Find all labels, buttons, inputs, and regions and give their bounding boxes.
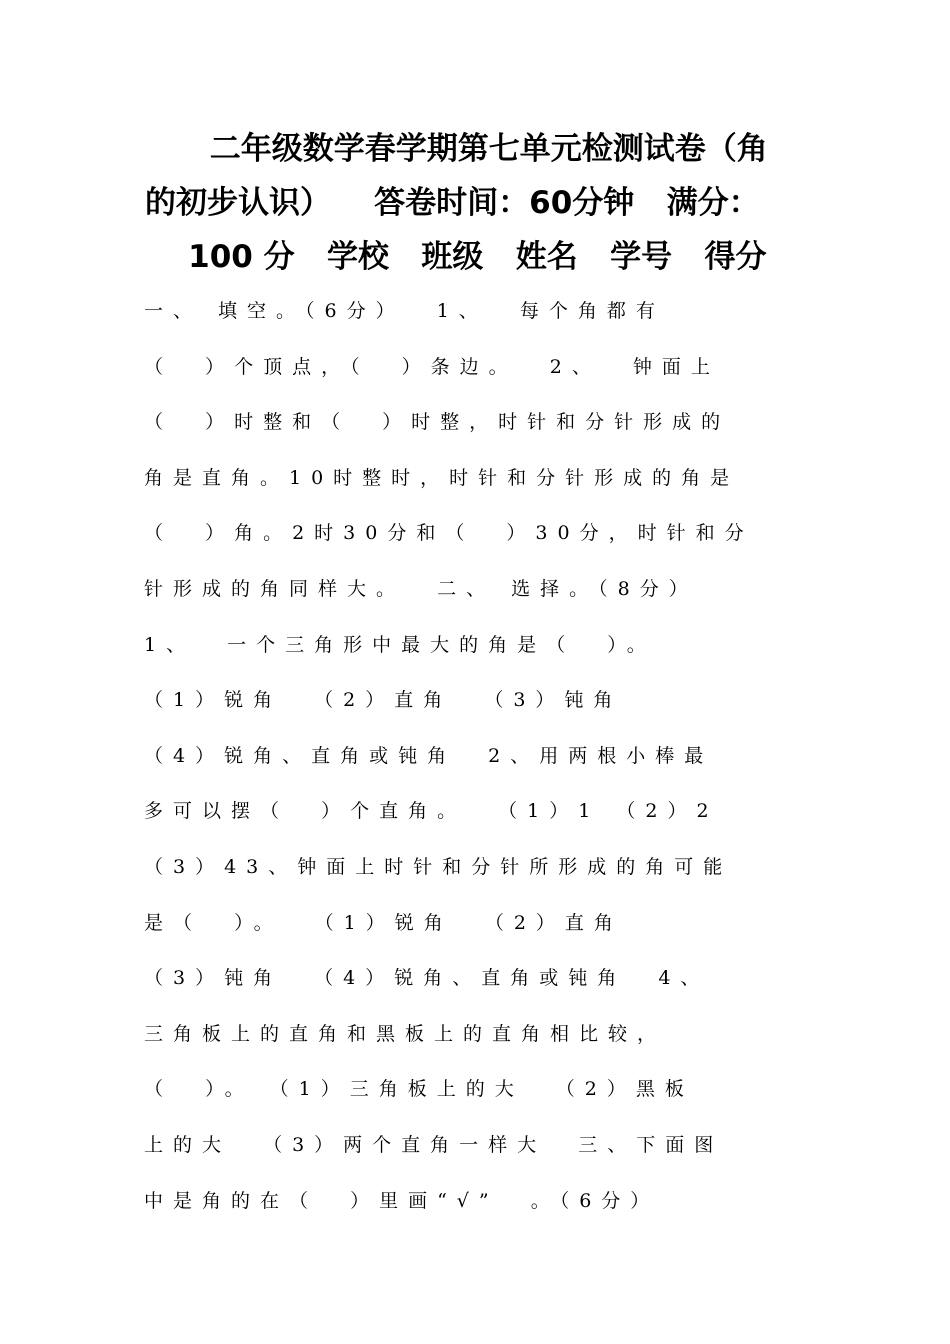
body-line: （4）锐角、直角或钝角 2、用两根小棒最 [144, 744, 714, 767]
body-line: 多可以摆（ ）个直角。 （1）1 （2）2 [144, 800, 719, 823]
exam-body [144, 284, 814, 1229]
body-line: 是（ ）。 （1）锐角 （2）直角 [144, 911, 623, 934]
title-line-2: 的初步认识） 答卷时间：60分钟 满分： [145, 185, 760, 221]
body-line: 中是角的在（ ）里画“√” 。（6分） [144, 1189, 660, 1212]
body-line: （3）钝角 （4）锐角、直角或钝角 4、 [144, 967, 710, 990]
body-line: 针形成的角同样大。 二、 选择。（8分） [144, 577, 698, 600]
body-line: 三角板上的直角和黑板上的直角相比较， [144, 1022, 667, 1045]
body-line: 1、 一个三角形中最大的角是（ ）。 [144, 633, 656, 656]
exam-title [145, 122, 825, 284]
body-line: （ ）个顶点，（ ）条边。 2、 钟面上 [144, 355, 720, 378]
body-line: （3）43、钟面上时针和分针所形成的角可能 [144, 855, 733, 878]
body-line: （ ）角。2时30分和（ ）30分，时针和分 [144, 522, 754, 545]
title-line-3: 100 分 学校 班级 姓名 学号 得分 [145, 239, 767, 275]
body-line: （ ）时整和（ ）时整，时针和分针形成的 [144, 411, 731, 434]
body-line: （ ）。 （1）三角板上的大 （2）黑板 [144, 1078, 694, 1101]
title-line-1: 二年级数学春学期第七单元检测试卷（角 [145, 131, 768, 167]
body-line: （1）锐角 （2）直角 （3）钝角 [144, 689, 623, 712]
body-line: 角是直角。10时整时，时针和分针形成的角是 [144, 466, 740, 489]
body-line: 上的大 （3）两个直角一样大 三、下面图 [144, 1133, 724, 1156]
body-line: 一、 填空。（6分） 1、 每个角都有 [144, 300, 665, 322]
